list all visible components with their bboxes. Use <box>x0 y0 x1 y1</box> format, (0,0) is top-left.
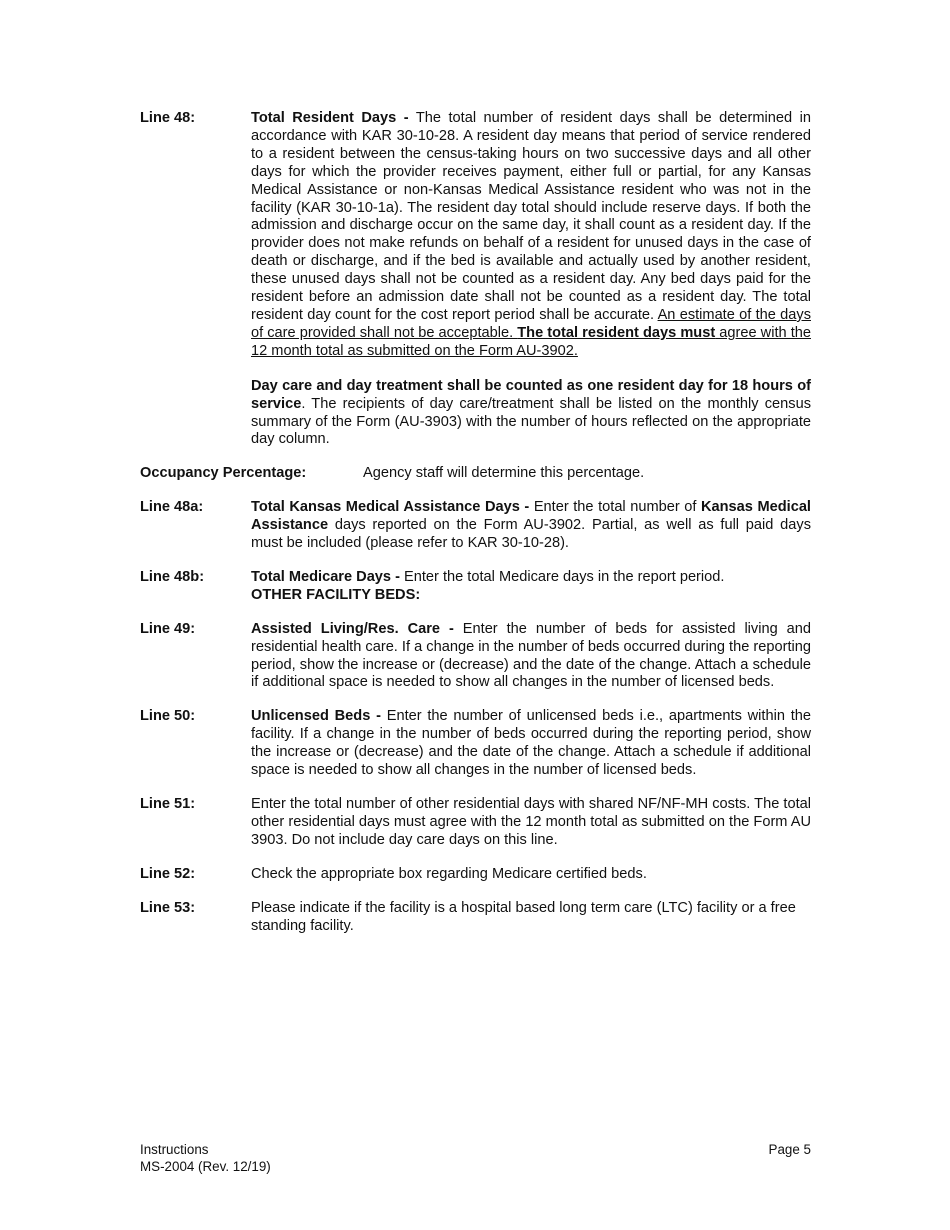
line-53-entry <box>140 900 811 936</box>
line-49-text: Enter the number of beds for assisted living and residential health care. If a change in the number of beds occurred during the reporting period, show the increase or (decrease) and the date of the change. Attach a schedule if additional space is needed to show all changes in the number of licensed beds. <box>251 620 811 691</box>
line-48-body <box>251 110 811 449</box>
line-51-entry <box>140 796 811 850</box>
occupancy-entry <box>140 465 811 483</box>
footer-form-revision: MS-2004 (Rev. 12/19) <box>140 1159 271 1174</box>
line-53-body <box>251 900 811 936</box>
line-48-day-care-text: . The recipients of day care/treatment shall be listed on the monthly census summary of the Form (AU-3903) with the number of hours reflected on the appropriate day column. <box>251 395 811 448</box>
line-49-label: Line 49: <box>140 620 196 637</box>
occupancy-text: Agency staff will determine this percentage. <box>363 465 645 482</box>
line-51-body <box>251 796 811 850</box>
line-52-label: Line 52: <box>140 865 196 882</box>
line-48-day-care-bold: Day care and day treatment shall be counted as one resident day for 18 hours of service <box>251 377 811 412</box>
line-48-text: The total number of resident days shall be determined in accordance with KAR 30-10-28. A resident day means that period of service rendered to a resident between the census-taking hours on two successive days and all other days for which the provider receives payment, either full or partial, for any Kansas Medical Assistance or non-Kansas Medical Assistance resident who was not in the facility (KAR 30-10-1a). The resident day total should include reserve days. If both the admission and discharge occur on the same day, it shall count as a resident day. If the provider does not make refunds on behalf of a resident for unused days in the case of death or discharge, and if the bed is available and actually used by another resident, these unused days shall not be counted as a resident day. Any bed days paid for the resident before an admission date shall not be counted as a resident day. The total resident day count for the cost report period shall be accurate. <box>251 110 811 323</box>
line-48a-text-1: Enter the total number of <box>529 499 701 516</box>
line-49-body <box>251 621 811 693</box>
line-50-body <box>251 708 811 780</box>
line-49-title: Assisted Living/Res. Care - <box>251 620 454 637</box>
line-48a-title: Total Kansas Medical Assistance Days - <box>251 499 530 516</box>
line-53-label: Line 53: <box>140 899 196 916</box>
line-48b-body <box>251 569 811 605</box>
line-49-paragraph <box>251 621 811 693</box>
document-page <box>140 110 811 951</box>
other-facility-beds-heading: OTHER FACILITY BEDS: <box>251 586 421 603</box>
line-48b-entry <box>140 569 811 605</box>
line-51-text: Enter the total number of other residential days with shared NF/NF-MH costs. The total other residential days must agree with the 12 month total as submitted on the Form AU 3903. Do not include day care days on this line. <box>251 796 811 848</box>
line-51-label: Line 51: <box>140 796 196 812</box>
footer-document-name: Instructions <box>140 1142 209 1157</box>
line-48b-paragraph <box>251 569 811 587</box>
line-48a-entry <box>140 499 811 553</box>
line-48a-body <box>251 499 811 553</box>
footer-page-number: Page 5 <box>768 1142 811 1157</box>
line-48a-bold-2: Kansas Medical Assistance <box>251 499 811 534</box>
line-48b-title: Total Medicare Days - <box>251 568 400 585</box>
line-49-entry <box>140 621 811 693</box>
line-48-underline-1: An estimate of the days of care provided shall not be acceptable. <box>251 306 811 341</box>
line-48a-label: Line 48a: <box>140 499 204 516</box>
line-52-text: Check the appropriate box regarding Medicare certified beds. <box>251 865 647 882</box>
line-48-underline-2: agree with the 12 month total as submitted on the Form AU-3902. <box>251 324 811 359</box>
line-52-body <box>251 866 811 884</box>
line-48-day-care-paragraph <box>251 378 811 450</box>
line-50-text: Enter the number of unlicensed beds i.e., apartments within the facility. If a change in the number of beds occurred during the reporting period, show the increase or (decrease) and the date of the change. Attach a schedule if additional space is needed to show all changes in the number of licensed beds. <box>251 708 812 779</box>
line-48-title: Total Resident Days - <box>251 110 409 126</box>
line-48-label: Line 48: <box>140 110 196 126</box>
line-48b-text: Enter the total Medicare days in the report period. <box>399 568 725 585</box>
footer-row-2 <box>140 1158 811 1175</box>
line-48a-text-2: days reported on the Form AU-3902. Partial, as well as full paid days must be included (please refer to KAR 30-10-28). <box>251 517 811 552</box>
line-48-entry <box>140 110 811 449</box>
page-footer <box>140 1141 811 1175</box>
line-52-entry <box>140 866 811 884</box>
line-53-text: Please indicate if the facility is a hospital based long term care (LTC) facility or a free standing facility. <box>251 899 796 934</box>
line-50-paragraph <box>251 708 811 780</box>
line-48a-paragraph <box>251 499 811 553</box>
line-48-paragraph <box>251 110 811 361</box>
line-48-underline-bold: The total resident days must <box>517 324 716 341</box>
footer-row-1 <box>140 1141 811 1158</box>
line-50-title: Unlicensed Beds - <box>251 708 381 725</box>
occupancy-label: Occupancy Percentage: <box>140 465 307 482</box>
line-50-entry <box>140 708 811 780</box>
line-48b-label: Line 48b: <box>140 568 205 585</box>
line-50-label: Line 50: <box>140 708 196 725</box>
